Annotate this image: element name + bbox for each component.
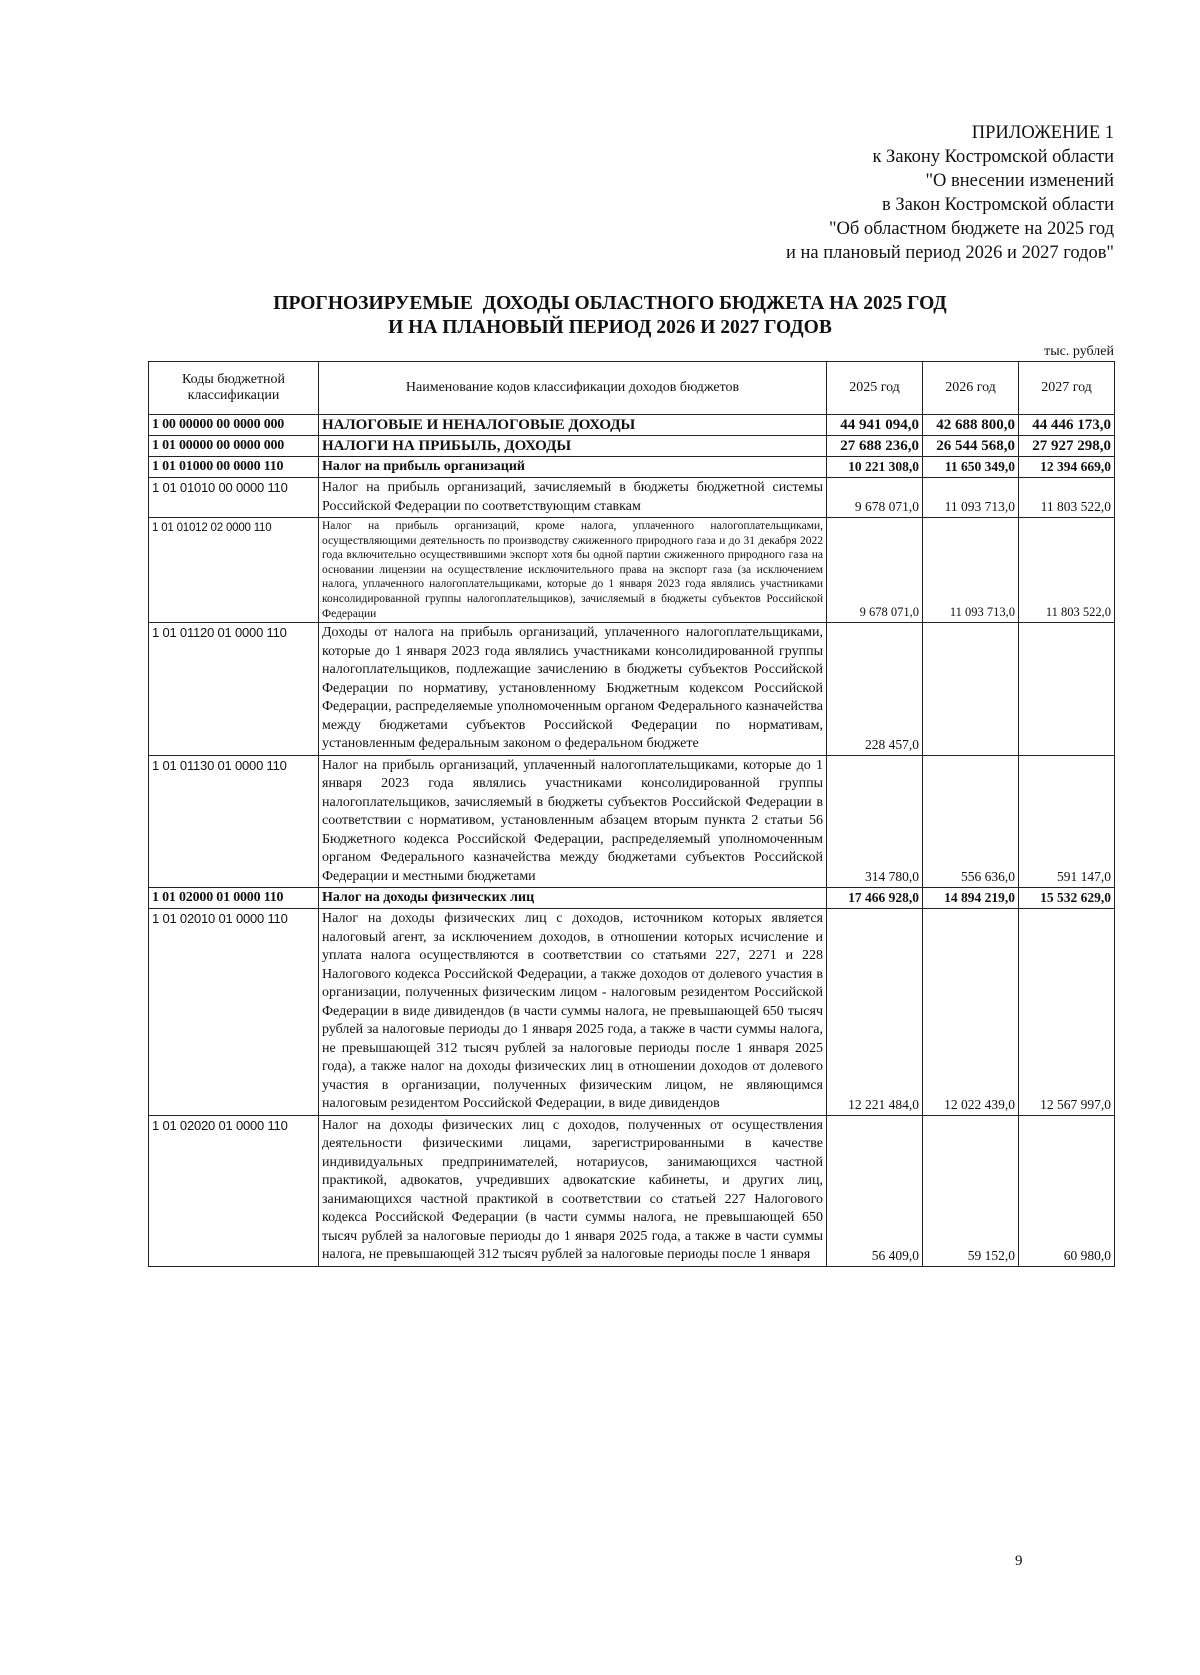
row-value-2025: 314 780,0	[827, 755, 923, 888]
row-value-2027: 27 927 298,0	[1019, 436, 1115, 457]
table-row	[149, 478, 1115, 518]
row-value-2027: 15 532 629,0	[1019, 888, 1115, 909]
row-code: 1 01 02010 01 0000 110	[149, 909, 319, 1116]
row-name: НАЛОГОВЫЕ И НЕНАЛОГОВЫЕ ДОХОДЫ	[319, 415, 827, 436]
row-value-2027: 12 394 669,0	[1019, 457, 1115, 478]
row-value-2027: 591 147,0	[1019, 755, 1115, 888]
table-row	[149, 457, 1115, 478]
row-code: 1 01 01010 00 0000 110	[149, 478, 319, 518]
row-value-2025: 56 409,0	[827, 1115, 923, 1266]
table-row	[149, 518, 1115, 623]
row-value-2026	[923, 623, 1019, 756]
row-value-2026: 26 544 568,0	[923, 436, 1019, 457]
row-value-2026: 11 093 713,0	[923, 478, 1019, 518]
row-value-2026: 556 636,0	[923, 755, 1019, 888]
row-value-2026: 11 093 713,0	[923, 518, 1019, 623]
row-code: 1 01 02000 01 0000 110	[149, 888, 319, 909]
row-value-2026: 11 650 349,0	[923, 457, 1019, 478]
row-code: 1 01 01130 01 0000 110	[149, 755, 319, 888]
row-name: Налог на доходы физических лиц с доходов, полученных от осуществления деятельности физическими лицами, зарегистрированными в качестве индивидуальных предпринимателей, нотариусов, занимающихся частной практикой, адвокатов, учредивших адвокатские кабинеты, и других лиц, занимающихся частной практикой в соответствии со статьей 227 Налогового кодекса Российской Федерации (в части суммы налога, не превышающей 650 тысяч рублей за налоговые периоды до 1 января 2025 года, а также в части суммы налога, не превышающей 312 тысяч рублей за налоговые периоды после 1 января	[319, 1115, 827, 1266]
row-value-2027: 44 446 173,0	[1019, 415, 1115, 436]
revenue-table	[148, 361, 1115, 1267]
row-value-2027: 11 803 522,0	[1019, 518, 1115, 623]
appendix-line: к Закону Костромской области	[872, 147, 1114, 167]
row-code: 1 01 01120 01 0000 110	[149, 623, 319, 756]
column-header-code: Коды бюджетной классификации	[149, 362, 319, 415]
column-header-2025: 2025 год	[827, 362, 923, 415]
appendix-line: и на плановый период 2026 и 2027 годов"	[785, 243, 1114, 263]
appendix-line: "О внесении изменений	[925, 171, 1114, 191]
units-label: тыс. рублей	[1044, 344, 1114, 359]
row-value-2026: 12 022 439,0	[923, 909, 1019, 1116]
row-value-2027: 11 803 522,0	[1019, 478, 1115, 518]
table-row	[149, 909, 1115, 1116]
row-code: 1 01 02020 01 0000 110	[149, 1115, 319, 1266]
appendix-header	[786, 121, 1114, 265]
row-value-2025: 12 221 484,0	[827, 909, 923, 1116]
row-name: Налог на прибыль организаций, уплаченный налогоплательщиками, которые до 1 января 2023 года являлись участниками консолидированной группы налогоплательщиков, зачисляемый в бюджеты субъектов Российской Федерации в соответствии с нормативом, установленным абзацем вторым пункта 2 статьи 56 Бюджетного кодекса Российской Федерации, распределяемый уполномоченным органом Федерального казначейства между бюджетами субъектов Российской Федерации и местными бюджетами	[319, 755, 827, 888]
table-row	[149, 436, 1115, 457]
column-header-2026: 2026 год	[923, 362, 1019, 415]
table-row	[149, 888, 1115, 909]
row-value-2025: 9 678 071,0	[827, 478, 923, 518]
row-value-2025: 10 221 308,0	[827, 457, 923, 478]
row-value-2027	[1019, 623, 1115, 756]
document-title	[150, 292, 1070, 340]
appendix-line: в Закон Костромской области	[881, 195, 1114, 215]
column-header-2027: 2027 год	[1019, 362, 1115, 415]
row-value-2025: 17 466 928,0	[827, 888, 923, 909]
row-code: 1 01 00000 00 0000 000	[149, 436, 319, 457]
row-name: Налог на доходы физических лиц	[319, 888, 827, 909]
table-row	[149, 1115, 1115, 1266]
title-line: ПРОГНОЗИРУЕМЫЕ ДОХОДЫ ОБЛАСТНОГО БЮДЖЕТА НА 2025 ГОД	[273, 293, 947, 314]
row-value-2026: 14 894 219,0	[923, 888, 1019, 909]
title-line: И НА ПЛАНОВЫЙ ПЕРИОД 2026 И 2027 ГОДОВ	[388, 317, 832, 338]
appendix-line: ПРИЛОЖЕНИЕ 1	[971, 123, 1114, 143]
page-number: 9	[1015, 1553, 1023, 1569]
row-value-2027: 12 567 997,0	[1019, 909, 1115, 1116]
table-row	[149, 623, 1115, 756]
row-name: Налог на доходы физических лиц с доходов, источником которых является налоговый агент, за исключением доходов, в отношении которых исчисление и уплата налога осуществляются в соответствии со статьями 227, 2271 и 228 Налогового кодекса Российской Федерации, а также доходов от долевого участия в организации, полученных физическим лицом - налоговым резидентом Российской Федерации в виде дивидендов (в части суммы налога, не превышающей 650 тысяч рублей за налоговые периоды до 1 января 2025 года, а также в части суммы налога, не превышающей 312 тысяч рублей за налоговые периоды после 1 января 2025 года), а также налог на доходы физических лиц в отношении доходов от долевого участия в организации, полученных физическим лицом, не являющимся налоговым резидентом Российской Федерации, в виде дивидендов	[319, 909, 827, 1116]
row-name: Налог на прибыль организаций, кроме налога, уплаченного налогоплательщиками, осуществляющими деятельность по производству сжиженного природного газа и до 31 декабря 2022 года включительно осуществившими экспорт хотя бы одной партии сжиженного природного газа на основании лицензии на осуществление исключительного права на экспорт газа (за исключением налога, уплаченного налогоплательщиками, которые до 1 января 2023 года являлись участниками консолидированной группы налогоплательщиков), зачисляемый в бюджеты субъектов Российской Федерации	[319, 518, 827, 623]
row-value-2026: 42 688 800,0	[923, 415, 1019, 436]
appendix-line: "Об областном бюджете на 2025 год	[828, 219, 1114, 239]
row-name: Налог на прибыль организаций	[319, 457, 827, 478]
row-value-2025: 44 941 094,0	[827, 415, 923, 436]
row-value-2025: 228 457,0	[827, 623, 923, 756]
row-name: НАЛОГИ НА ПРИБЫЛЬ, ДОХОДЫ	[319, 436, 827, 457]
table-row	[149, 415, 1115, 436]
row-code: 1 00 00000 00 0000 000	[149, 415, 319, 436]
table-row	[149, 755, 1115, 888]
row-code: 1 01 01012 02 0000 110	[149, 518, 319, 623]
row-value-2025: 27 688 236,0	[827, 436, 923, 457]
row-value-2026: 59 152,0	[923, 1115, 1019, 1266]
row-name: Налог на прибыль организаций, зачисляемый в бюджеты бюджетной системы Российской Федерации по соответствующим ставкам	[319, 478, 827, 518]
row-value-2025: 9 678 071,0	[827, 518, 923, 623]
table-header-row	[149, 362, 1115, 415]
row-value-2027: 60 980,0	[1019, 1115, 1115, 1266]
row-code: 1 01 01000 00 0000 110	[149, 457, 319, 478]
column-header-name: Наименование кодов классификации доходов бюджетов	[319, 362, 827, 415]
row-name: Доходы от налога на прибыль организаций, уплаченного налогоплательщиками, которые до 1 января 2023 года являлись участниками консолидированной группы налогоплательщиков, подлежащие зачислению в бюджеты субъектов Российской Федерации по нормативу, установленному Бюджетным кодексом Российской Федерации, распределяемые уполномоченным органом Федерального казначейства между бюджетами субъектов Российской Федерации по нормативам, установленным федеральным законом о федеральном бюджете	[319, 623, 827, 756]
